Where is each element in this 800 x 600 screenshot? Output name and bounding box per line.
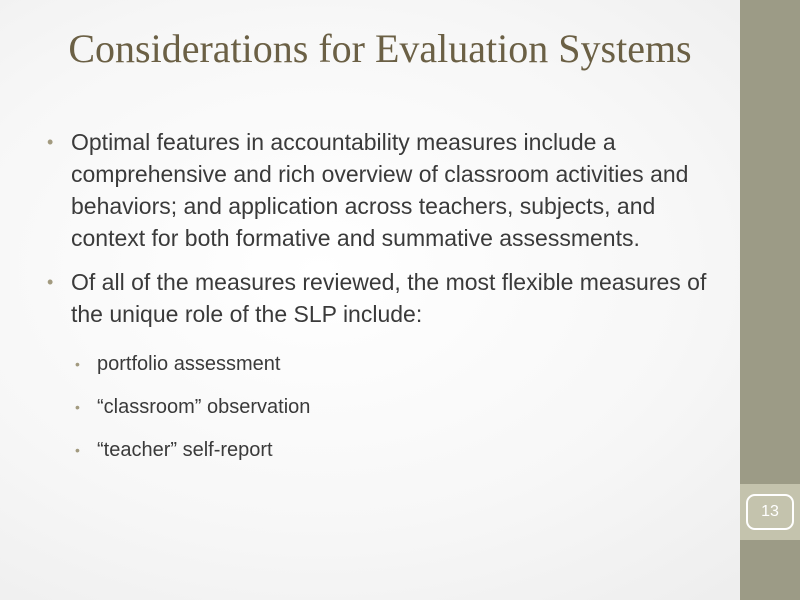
bullet-icon: • bbox=[47, 132, 54, 152]
sub-bullet-text: portfolio assessment bbox=[97, 353, 281, 375]
sub-bullet-text: “teacher” self-report bbox=[97, 439, 273, 461]
slide-title: Considerations for Evaluation Systems bbox=[68, 26, 692, 71]
sub-bullet-item bbox=[47, 350, 727, 378]
sub-bullet-icon: • bbox=[75, 442, 80, 458]
sub-bullet-icon: • bbox=[75, 356, 80, 372]
sub-bullet-text: “classroom” observation bbox=[97, 396, 311, 418]
bullet-icon: • bbox=[47, 272, 54, 292]
slide-body bbox=[47, 126, 727, 479]
sub-bullet-icon: • bbox=[75, 399, 80, 415]
bullet-item bbox=[47, 266, 727, 330]
sub-bullet-item bbox=[47, 436, 727, 464]
sub-bullet-item bbox=[47, 393, 727, 421]
page-number: 13 bbox=[746, 494, 794, 530]
bullet-text: Optimal features in accountability measures include a comprehensive and rich overview of classroom activities and behaviors; and application across teachers, subjects, and context for both formative and summative assessments. bbox=[71, 129, 689, 251]
bullet-item bbox=[47, 126, 727, 254]
bullet-text: Of all of the measures reviewed, the most flexible measures of the unique role of the SLP include: bbox=[71, 269, 707, 327]
